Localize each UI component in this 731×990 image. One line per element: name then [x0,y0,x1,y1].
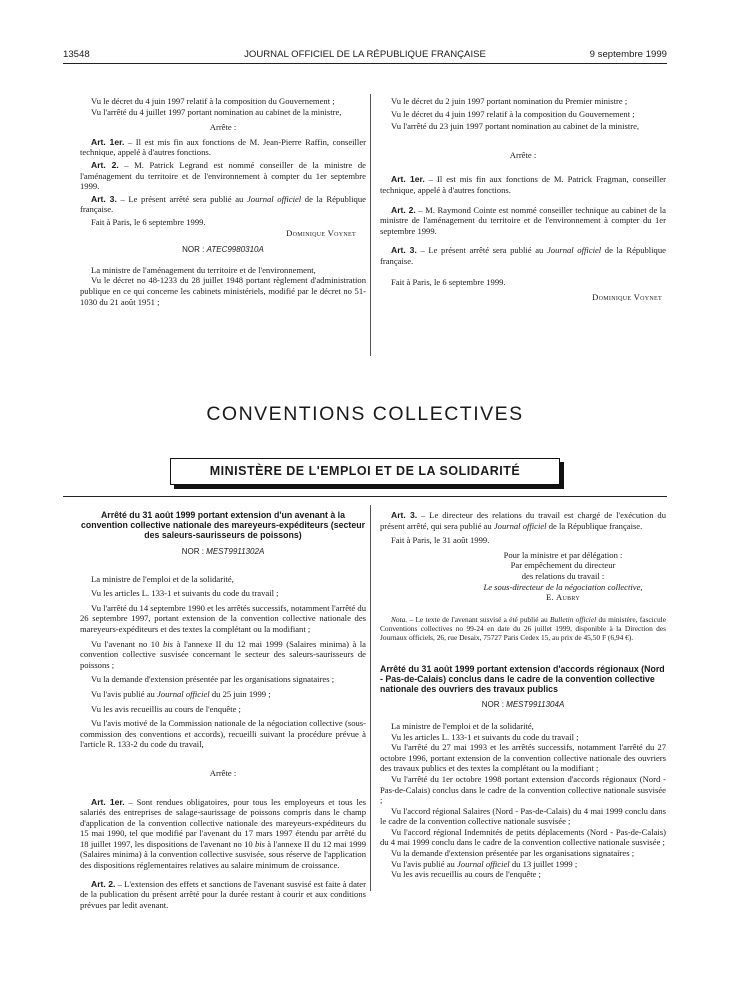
paragraph: Vu l'arrêté du 4 juillet 1997 portant nomination au cabinet de la ministre, [91,106,342,117]
paragraph: Vu le décret du 4 juin 1997 relatif à la composition du Gouvernement ; [391,108,635,119]
paragraph: Vu les articles L. 133-1 et suivants du code du travail ; [91,588,279,599]
article-text: – L'extension des effets et sanctions de l'avenant susvisé est faite à dater de la publication du présent arrêté pour la durée restant à courir et aux conditions prévues par ledit avenant. [80,878,366,910]
article-text: – Il est mis fin aux fonctions de M. Patrick Fragman, conseiller technique, appelé à d'autres fonctions. [380,174,666,195]
signature: E. Aubry [545,592,581,603]
article-label: Art. 3. [391,245,417,256]
signatory-line: des relations du travail : [521,570,605,581]
upper-right-column [380,96,666,303]
nota-text: – Le texte de l'avenant susvisé a été publié au [407,614,551,624]
lower-right-column [380,510,666,880]
article-label: Art. 3. [391,510,418,520]
nor-label: NOR : [181,547,207,556]
article-3 [80,194,366,215]
journal-name: Journal officiel [493,520,547,531]
bulletin-name: Bulletin officiel [550,614,597,624]
article-2 [80,160,366,192]
paragraph: Vu l'accord régional Indemnités de petits déplacements (Nord - Pas-de-Calais) du 4 mai 1999 conclu dans le cadre de la convention collective nationale susvisée ; [380,826,666,848]
ministry-heading: MINISTÈRE DE L'EMPLOI ET DE LA SOLIDARITÉ [170,458,560,485]
signatory-line: Par empêchement du directeur [510,560,616,571]
paragraph: Vu le décret no 48-1233 du 28 juillet 1948 portant règlement d'administration publique en ce qui concerne les cabinets ministériels, modifié par le décret no 51-1030 du 21 août 1951 ; [80,275,366,307]
nota-label: Nota. [391,614,408,624]
nor-reference [80,547,366,558]
article-text: – Sont rendues obligatoires, pour tous les employeurs et tous les salariés des entreprises de salage-saurissage de poissons compris dans le champ d'application de la convention collective nationale des mareyeurs-expéditeurs du 15 mai 1990, tel que modifié par l'avenant du 17 mars 1997 étendu par arrêté du 18 juillet 1997, les dispositions de l'avenant no 10 [80,796,366,849]
paragraph: Vu le décret du 4 juin 1997 relatif à la composition du Gouvernement ; [91,96,335,106]
paragraph: Vu l'arrêté du 23 juin 1997 portant nomination au cabinet de la ministre, [391,121,640,132]
article-1 [80,797,366,871]
nor-label: NOR : [182,245,207,255]
journal-name: Journal officiel [456,858,510,869]
signature: Dominique Voynet [286,227,356,238]
paragraph: Vu l'arrêté du 27 mai 1993 et les arrêtés successifs, notamment l'arrêté du 27 octobre 1996, portant extension de la convention collective nationale des ouvriers des travaux publics et des textes la complétant ou la modifiant ; [380,742,666,774]
page-header [63,49,667,61]
column-divider [370,505,371,891]
paragraph: Vu la demande d'extension présentée par les organisations signataires ; [91,674,335,685]
article-1 [80,137,366,158]
article-3 [380,245,666,266]
article-label: Art. 2. [91,159,119,170]
nor-code: MEST9911304A [506,700,565,710]
nor-code: MEST9911302A [206,547,265,556]
section-title: CONVENTIONS COLLECTIVES [206,403,524,425]
paragraph: La ministre de l'aménagement du territoire et de l'environnement, [91,264,316,275]
header-rule [63,63,667,64]
article-label: Art. 3. [91,193,117,204]
article-text: – Le présent arrêté sera publié au [416,245,547,256]
article-text: – M. Patrick Legrand est nommé conseiller de la ministre de l'aménagement du territoire et de l'environnement à compter du 1er septembre 1999. [80,159,366,192]
paragraph [80,689,366,700]
lower-left-column [80,510,366,910]
paragraph-text: à l'annexe II du 12 mai 1999 (Salaires minima) à la convention collective susvisée concernant le secteur des saleurs-saurisseurs de poissons ; [80,638,366,670]
article-text: – M. Raymond Cointe est nommé conseiller technique au cabinet de la ministre de l'aménagement du territoire et de l'environnement à compter du 1er septembre 1999. [380,204,666,236]
arrete-heading: Arrête : [209,767,237,778]
signature: Dominique Voynet [592,292,662,303]
paragraph: Vu l'accord régional Salaires (Nord - Pas-de-Calais) du 4 mai 1999 conclu dans le cadre de la convention collective nationale susvisée ; [380,805,666,827]
signatory-line: Pour la ministre et par délégation : [503,549,623,560]
article-2 [80,879,366,911]
upper-left-column [80,96,366,307]
nor-reference [80,245,366,256]
paragraph [380,859,666,870]
article-2 [380,205,666,237]
bis-marker: bis [255,838,266,849]
article-label: Art. 2. [91,878,116,889]
article-text: à l'annexe II du 12 mai 1999 (Salaires minima) à la convention collective susvisée, sous réserve de l'application des dispositions réglementaires relatives au salaire minimum de croissance. [80,838,367,871]
nota-text: du ministère, fascicule Conventions collectives no 99-24 en date du 26 juillet 1999, disponible à la Direction des Journaux officiels, 26, rue Desaix, 75727 Paris Cedex 15, au prix de 45,50 F (6,94 €). [380,614,666,643]
paragraph [80,639,366,671]
journal-title: JOURNAL OFFICIEL DE LA RÉPUBLIQUE FRANÇAISE [244,49,486,60]
paragraph-text: du 25 juin 1999 ; [209,688,271,699]
article-label: Art. 1er. [91,796,125,807]
article-text: de la République française. [380,245,666,266]
article-text: – Il est mis fin aux fonctions de M. Jean-Pierre Raffin, conseiller technique, appelé à d'autres fonctions. [80,136,366,158]
paragraph: Vu la demande d'extension présentée par les organisations signataires ; [391,848,635,859]
arrete-heading: Arrête : [209,122,237,133]
paragraph: Vu les avis recueillis au cours de l'enquête ; [91,703,241,714]
signatory-title: Le sous-directeur de la négociation collective, [483,581,643,592]
article-text: – Le présent arrêté sera publié au [116,193,247,204]
paragraph: Vu l'avis motivé de la Commission nationale de la négociation collective (sous-commission des conventions et accords), recueilli suivant la procédure prévue à l'article R. 133-2 du code du travail, [80,718,366,750]
signing-place-date: Fait à Paris, le 31 août 1999. [391,535,490,546]
paragraph: La ministre de l'emploi et de la solidarité, [391,720,534,731]
arrete-heading: Arrête : [509,149,537,160]
article-text: de la République française. [546,520,643,531]
issue-date: 9 septembre 1999 [589,49,667,60]
signatory-line [380,582,666,593]
paragraph: Vu les avis recueillis au cours de l'enquête ; [391,869,541,880]
article-3 [380,510,666,531]
paragraph: Vu l'arrêté du 1er octobre 1998 portant extension d'accords régionaux (Nord - Pas-de-Calais) conclus dans le cadre de la convention collective nationale susvisée ; [380,773,666,806]
column-divider [370,94,371,356]
nor-reference [380,700,666,711]
paragraph: Vu les articles L. 133-1 et suivants du code du travail ; [391,731,579,742]
paragraph: Vu l'arrêté du 14 septembre 1990 et les arrêtés successifs, notamment l'arrêté du 26 septembre 1997, portant extension de la convention collective nationale des mareyeurs-expéditeurs et des textes la complétant ou la modifiant ; [80,602,366,634]
nor-label: NOR : [481,700,507,710]
section-rule [63,496,667,497]
paragraph-text: Vu l'avenant no 10 [91,638,163,649]
signing-place-date: Fait à Paris, le 6 septembre 1999. [391,276,506,287]
nor-code: ATEC9980310A [206,245,264,255]
decree-title: Arrêté du 31 août 1999 portant extension d'accords régionaux (Nord - Pas-de-Calais) conclus dans le cadre de la convention collective nationale des ouvriers des travaux publics [380,664,665,695]
signing-place-date: Fait à Paris, le 6 septembre 1999. [91,216,206,227]
paragraph: Vu le décret du 2 juin 1997 portant nomination du Premier ministre ; [391,96,628,106]
article-text: de la République française. [80,193,366,215]
decree-title: Arrêté du 31 août 1999 portant extension d'un avenant à la convention collective nationale des mareyeurs-expéditeurs (secteur des saleurs-saurisseurs de poissons) [80,510,366,540]
article-label: Art. 1er. [391,174,425,185]
paragraph-text: du 13 juillet 1999 ; [509,858,578,869]
journal-name: Journal officiel [546,245,602,256]
bis-marker: bis [162,638,173,649]
paragraph-text: Vu l'avis publié au [91,688,157,699]
article-label: Art. 2. [391,204,416,215]
journal-name: Journal officiel [246,193,302,204]
page-number: 13548 [63,49,90,60]
journal-name: Journal officiel [156,688,210,699]
paragraph-text: Vu l'avis publié au [391,858,457,869]
article-label: Art. 1er. [91,136,125,147]
paragraph: La ministre de l'emploi et de la solidarité, [91,573,234,584]
nota [380,615,666,643]
article-1 [380,174,666,195]
article-text: – Le directeur des relations du travail est chargé de l'exécution du présent arrêté, qui sera publié au [380,510,667,531]
